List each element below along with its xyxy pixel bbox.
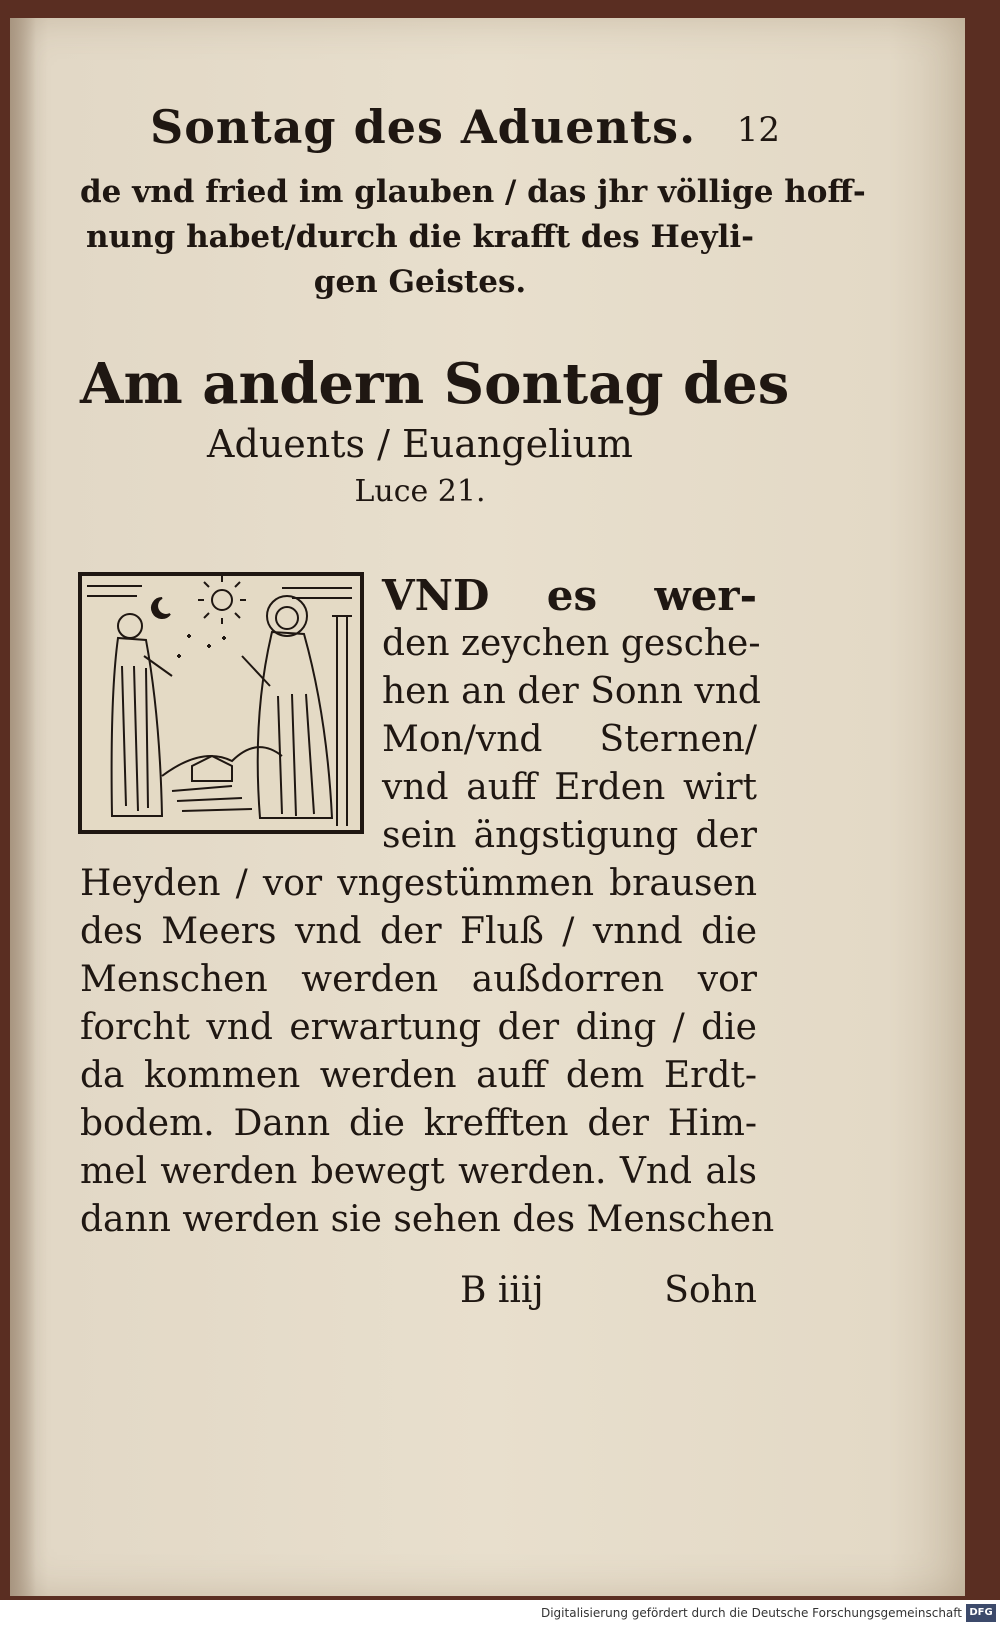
gospel-line: Heyden / vor vngestümmen brausen	[80, 863, 757, 904]
gospel-line: hen an der Sonn vnd	[382, 671, 761, 712]
gospel-line: mel werden bewegt werden. Vnd als	[80, 1151, 757, 1192]
heading-title: Am andern Sontag des	[80, 351, 790, 417]
footer-credit: Digitalisierung gefördert durch die Deutsche Forschungsgemeinschaft	[540, 1606, 962, 1620]
signature-mark: B iiij	[460, 1270, 544, 1311]
gospel-line: den zeychen gesche-	[382, 623, 761, 664]
page-number: 12	[736, 110, 780, 150]
carry-over-text	[80, 170, 866, 305]
dfg-logo: DFG	[966, 1604, 996, 1622]
gospel-line: sein ängstigung der	[382, 815, 757, 856]
gospel-line: vnd auff Erden wirt	[382, 767, 757, 808]
gospel-line: dann werden sie sehen des Menschen	[80, 1199, 775, 1240]
heading-reference: Luce 21.	[354, 474, 486, 509]
gospel-opening-line: VND es wer-	[382, 571, 757, 620]
gospel-line: da kommen werden auff dem Erdt-	[80, 1055, 757, 1096]
footer-bar	[0, 1600, 1000, 1629]
gospel-line: bodem. Dann die krefften der Him-	[80, 1103, 757, 1144]
carry-over-line: de vnd fried im glauben / das jhr völlige hoff-	[80, 174, 866, 210]
section-heading	[80, 350, 790, 514]
gospel-line: Mon/vnd Sternen/	[382, 719, 757, 760]
catchword-line	[460, 1270, 757, 1311]
gospel-line: Menschen werden außdorren vor	[80, 959, 757, 1000]
running-title: Sontag des Aduents.	[150, 100, 697, 154]
page-gutter	[10, 18, 36, 1596]
woodcut-drawing	[82, 576, 360, 830]
gospel-line: forcht vnd erwartung der ding / die	[80, 1007, 757, 1048]
heading-subtitle: Aduents / Euangelium	[207, 422, 633, 466]
catchword: Sohn	[664, 1270, 757, 1311]
gospel-text-narrow	[382, 571, 761, 860]
gospel-line: des Meers vnd der Fluß / vnnd die	[80, 911, 757, 952]
gospel-text-wide	[80, 860, 775, 1244]
carry-over-line: gen Geistes.	[313, 264, 527, 300]
woodcut-illustration	[78, 572, 364, 834]
carry-over-line: nung habet/durch die krafft des Heyli-	[85, 219, 754, 255]
running-head	[150, 100, 780, 170]
